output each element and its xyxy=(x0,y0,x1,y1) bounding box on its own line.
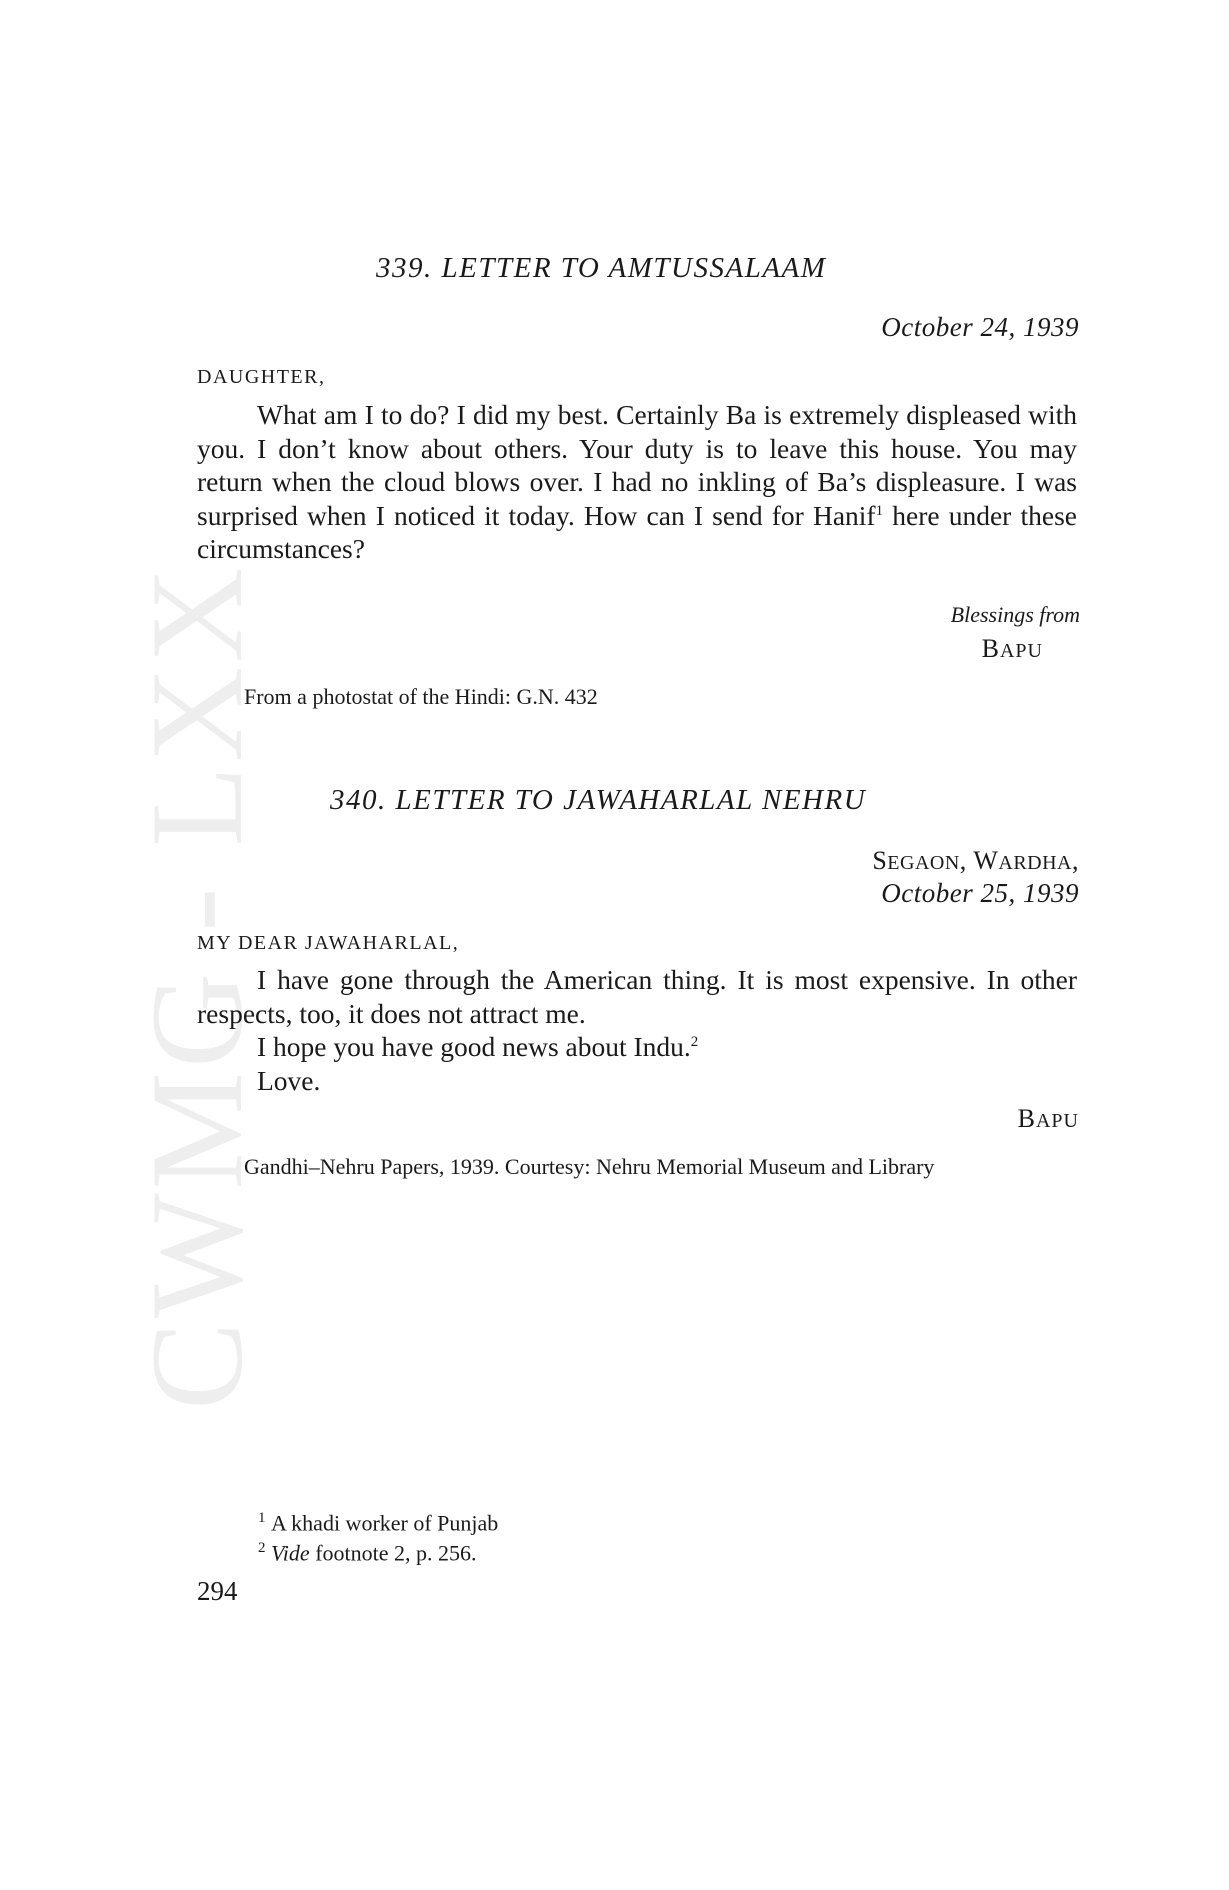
place-initial-1: S xyxy=(872,846,888,875)
letter-339-date: October 24, 1939 xyxy=(881,312,1079,342)
footnote-2-italic: Vide xyxy=(271,1540,310,1566)
letter-339-body-text: What am I to do? I did my best. Certainly Ba is extremely displeased with you. I don’t know about others. Your duty is to leave this house. You may return when the cloud blows over. I had no inkling of Ba’s displeasure. I was surprised when I noticed it today. How can I send for Hanif xyxy=(197,399,1077,531)
signature-initial: B xyxy=(1017,1104,1036,1133)
letter-340-body xyxy=(197,963,1077,1097)
place-end: , xyxy=(1072,846,1079,875)
signature-rest: APU xyxy=(999,640,1043,662)
letter-339-salutation: DAUGHTER, xyxy=(197,366,326,388)
place-rest-1: EGAON xyxy=(887,852,960,874)
place-sep: , xyxy=(959,846,974,875)
footnote-2 xyxy=(258,1533,477,1568)
place-rest-2: ARDHA xyxy=(998,852,1072,874)
watermark: CWMG - LXX xyxy=(123,563,270,1410)
footnote-2-text: footnote 2, p. 256. xyxy=(309,1540,477,1566)
letter-340-signature xyxy=(1018,1104,1079,1134)
letter-340-para-2: I hope you have good news about Indu. xyxy=(257,1031,691,1063)
place-initial-2: W xyxy=(973,846,999,875)
letter-340-heading: 340. LETTER TO JAWAHARLAL NEHRU xyxy=(330,784,867,816)
letter-340-para-3: Love. xyxy=(257,1064,321,1096)
letter-339-body-text-end: here under these circumstances? xyxy=(197,499,1077,565)
letter-340-para-1: I have gone through the American thing. It is most expensive. In other respects, too, it does not attract me. xyxy=(197,964,1077,1029)
letter-339-signature xyxy=(982,634,1043,664)
page-number: 294 xyxy=(197,1576,238,1606)
letter-340-salutation: MY DEAR JAWAHARLAL, xyxy=(197,932,460,954)
footnote-1-mark: 1 xyxy=(258,1510,266,1526)
letter-339-source: From a photostat of the Hindi: G.N. 432 xyxy=(244,684,598,709)
signature-rest: APU xyxy=(1035,1110,1079,1132)
signature-initial: B xyxy=(981,634,1000,663)
letter-339-closing: Blessings from xyxy=(950,602,1080,627)
letter-340-date: October 25, 1939 xyxy=(881,878,1079,908)
letter-339-body xyxy=(197,398,1077,566)
letter-340-source: Gandhi–Nehru Papers, 1939. Courtesy: Nehru Memorial Museum and Library xyxy=(244,1154,935,1179)
letter-339-heading: 339. LETTER TO AMTUSSALAAM xyxy=(376,252,827,284)
footnote-1-text: A khadi worker of Punjab xyxy=(271,1510,499,1536)
footnote-2-mark: 2 xyxy=(258,1540,266,1556)
letter-340-place xyxy=(872,846,1079,876)
footnote-ref-2: 2 xyxy=(690,1034,699,1051)
footnote-ref-1: 1 xyxy=(875,502,884,519)
